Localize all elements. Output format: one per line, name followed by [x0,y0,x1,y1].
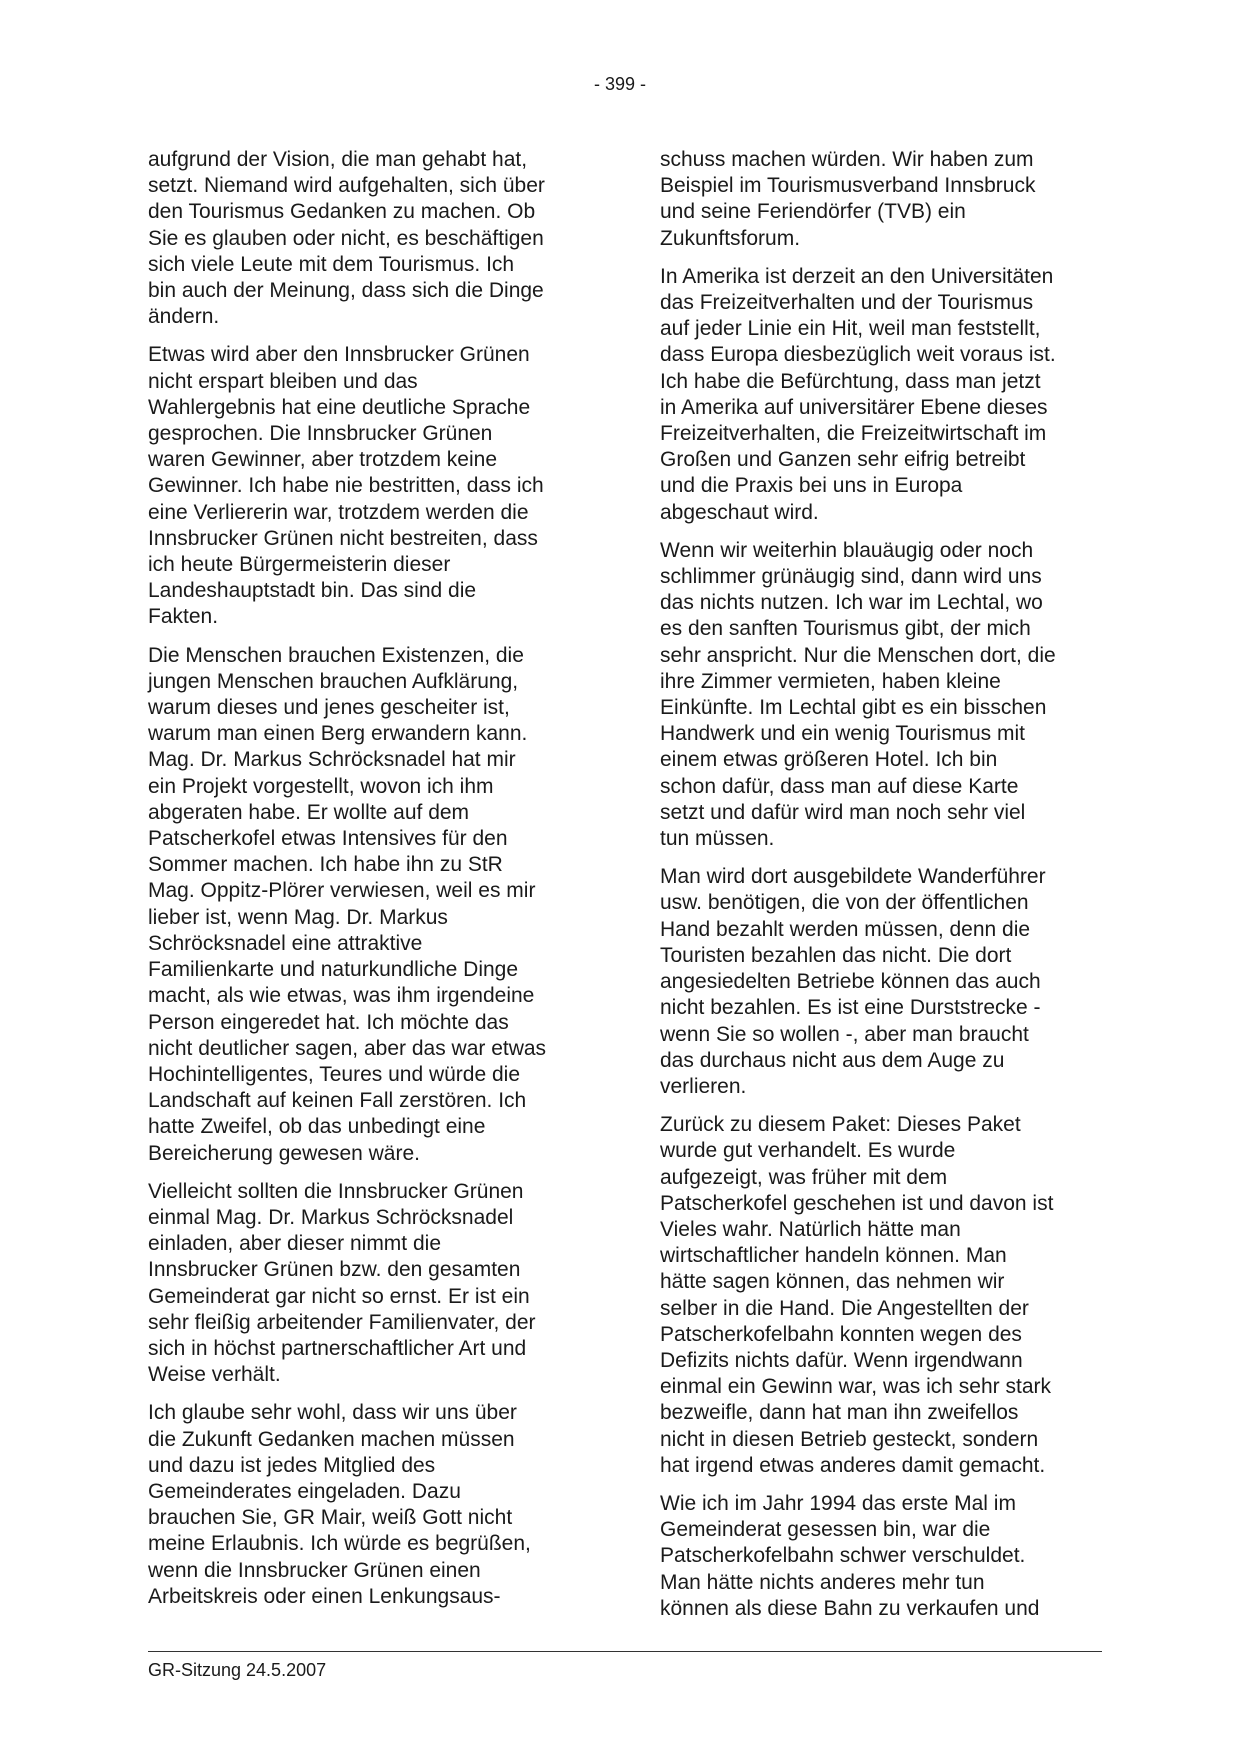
text-line: bin auch der Meinung, dass sich die Dinge [148,279,544,303]
text-line: Fakten. [148,605,219,629]
text-line: Arbeitskreis oder einen Lenkungsaus- [148,1584,501,1608]
paragraph [148,342,588,630]
text-line: waren Gewinner, aber trotzdem keine [148,448,498,472]
text-line: aufgrund der Vision, die man gehabt hat, [148,148,528,171]
text-line: Einkünfte. Im Lechtal gibt es ein bisschen [660,696,1047,720]
text-line: selber in die Hand. Die Angestellten der [660,1296,1029,1320]
text-line: Großen und Ganzen sehr eifrig betreibt [660,448,1026,472]
text-line: Man hätte nichts anderes mehr tun [660,1570,985,1594]
text-line: warum man einen Berg erwandern kann. [148,722,528,746]
text-line: hätte sagen können, das nehmen wir [660,1270,1005,1294]
text-line: sich in höchst partnerschaftlicher Art und [148,1336,527,1360]
text-line: Gemeinderat gar nicht so ernst. Er ist ein [148,1284,530,1308]
text-line: jungen Menschen brauchen Aufklärung, [148,669,519,693]
text-line: Familienkarte und naturkundliche Dinge [148,958,519,982]
text-line: aufgezeigt, was früher mit dem [660,1165,948,1189]
text-line: Hochintelligentes, Teures und würde die [148,1062,521,1086]
text-line: einmal ein Gewinn war, was ich sehr stark [660,1375,1051,1399]
text-line: nicht in diesen Betrieb gesteckt, sondern [660,1427,1039,1451]
text-line: auf jeder Linie ein Hit, weil man feststellt, [660,317,1041,341]
text-line: dass Europa diesbezüglich weit voraus ist. [660,343,1056,367]
text-line: tun müssen. [660,827,775,851]
text-line: Sommer machen. Ich habe ihn zu StR [148,853,503,877]
text-line: Gewinner. Ich habe nie bestritten, dass ich [148,474,544,498]
text-line: Wenn wir weiterhin blauäugig oder noch [660,538,1034,562]
page-number: - 399 - [593,74,647,94]
text-line: Mag. Dr. Markus Schröcksnadel hat mir [148,748,516,772]
text-line: Hand bezahlt werden müssen, denn die [660,917,1031,941]
text-line: warum dieses und jenes gescheiter ist, [148,696,510,720]
text-line: und die Praxis bei uns in Europa [660,474,963,498]
text-line: angesiedelten Betriebe können das auch [660,970,1041,994]
text-line: einladen, aber dieser nimmt die [148,1232,441,1256]
paragraph [660,1112,1100,1479]
text-line: sich viele Leute mit dem Tourismus. Ich [148,252,515,276]
text-line: Gemeinderates eingeladen. Dazu [148,1479,461,1503]
text-line: Man wird dort ausgebildete Wanderführer [660,865,1046,889]
text-line: setzt. Niemand wird aufgehalten, sich über [148,174,545,198]
text-line: nicht erspart bleiben und das [148,369,418,393]
text-line: Innsbrucker Grünen bzw. den gesamten [148,1258,521,1282]
text-line: Gemeinderat gesessen bin, war die [660,1518,991,1542]
text-line: Etwas wird aber den Innsbrucker Grünen [148,343,530,367]
text-line: Person eingeredet hat. Ich möchte das [148,1010,509,1034]
text-line: Freizeitverhalten, die Freizeitwirtschaft im [660,422,1047,446]
text-line: Handwerk und ein wenig Tourismus mit [660,722,1025,746]
text-line: das nichts nutzen. Ich war im Lechtal, wo [660,591,1043,615]
text-line: Zurück zu diesem Paket: Dieses Paket [660,1113,1021,1137]
text-line: Beispiel im Tourismusverband Innsbruck [660,174,1036,198]
text-line: Sie es glauben oder nicht, es beschäftigen [148,226,544,250]
text-line: Vieles wahr. Natürlich hätte man [660,1217,961,1241]
text-line: Wahlergebnis hat eine deutliche Sprache [148,395,531,419]
text-line: verlieren. [660,1074,747,1098]
text-line: brauchen Sie, GR Mair, weiß Gott nicht [148,1506,513,1530]
text-line: schuss machen würden. Wir haben zum [660,148,1034,171]
text-line: schlimmer grünäugig sind, dann wird uns [660,565,1042,589]
text-line: Patscherkofel etwas Intensives für den [148,827,508,851]
text-line: eine Verliererin war, trotzdem werden die [148,500,529,524]
text-line: ihre Zimmer vermieten, haben kleine [660,669,1001,693]
text-line: wurde gut verhandelt. Es wurde [660,1139,956,1163]
text-line: können als diese Bahn zu verkaufen und [660,1596,1040,1620]
text-line: nicht bezahlen. Es ist eine Durststrecke - [660,996,1041,1020]
text-line: einmal Mag. Dr. Markus Schröcksnadel [148,1205,514,1229]
text-line: wenn Sie so wollen -, aber man braucht [660,1022,1029,1046]
text-line: lieber ist, wenn Mag. Dr. Markus [148,905,448,929]
text-line: einem etwas größeren Hotel. Ich bin [660,748,998,772]
footer-session-label: GR-Sitzung 24.5.2007 [148,1660,327,1680]
text-line: In Amerika ist derzeit an den Universitäten [660,264,1054,288]
text-line: ich heute Bürgermeisterin dieser [148,553,451,577]
text-line: nicht deutlicher sagen, aber das war etwas [148,1036,547,1060]
paragraph [660,864,1100,1100]
text-line: Bereicherung gewesen wäre. [148,1141,420,1165]
text-line: abgeraten habe. Er wollte auf dem [148,800,470,824]
paragraph [148,643,588,1167]
text-line: wenn die Innsbrucker Grünen einen [148,1558,481,1582]
text-line: Schröcksnadel eine attraktive [148,931,423,955]
text-line: den Tourismus Gedanken zu machen. Ob [148,200,536,224]
text-line: Mag. Oppitz-Plörer verwiesen, weil es mir [148,879,536,903]
text-line: und seine Feriendörfer (TVB) ein [660,200,966,224]
text-line: Innsbrucker Grünen nicht bestreiten, dass [148,526,538,550]
text-line: Patscherkofelbahn schwer verschuldet. [660,1544,1026,1568]
text-line: ändern. [148,305,220,329]
paragraph [148,1179,588,1389]
text-line: Landschaft auf keinen Fall zerstören. Ich [148,1089,527,1113]
text-line: sehr fleißig arbeitender Familienvater, der [148,1310,536,1334]
text-line: wirtschaftlicher handeln können. Man [660,1244,1007,1268]
text-line: meine Erlaubnis. Ich würde es begrüßen, [148,1532,531,1556]
text-line: Defizits nichts dafür. Wenn irgendwann [660,1348,1023,1372]
paragraph [660,147,1100,252]
text-line: Weise verhält. [148,1363,281,1387]
text-line: Ich habe die Befürchtung, dass man jetzt [660,369,1041,393]
text-line: Vielleicht sollten die Innsbrucker Grünen [148,1179,524,1203]
text-line: Zukunftsforum. [660,226,801,250]
text-line: das Freizeitverhalten und der Tourismus [660,291,1034,315]
text-line: und dazu ist jedes Mitglied des [148,1453,436,1477]
text-line: sehr anspricht. Nur die Menschen dort, die [660,643,1056,667]
paragraph [660,264,1100,526]
text-line: Die Menschen brauchen Existenzen, die [148,643,524,667]
text-line: Landeshauptstadt bin. Das sind die [148,579,477,603]
text-line: macht, als wie etwas, was ihm irgendeine [148,984,535,1008]
text-line: Touristen bezahlen das nicht. Die dort [660,943,1012,967]
text-line: Wie ich im Jahr 1994 das erste Mal im [660,1491,1016,1515]
paragraph [148,1400,588,1610]
text-line: die Zukunft Gedanken machen müssen [148,1427,515,1451]
text-line: Patscherkofel geschehen ist und davon ist [660,1191,1054,1215]
text-line: das durchaus nicht aus dem Auge zu [660,1048,1005,1072]
paragraph [660,1491,1100,1622]
text-line: hat irgend etwas anderes damit gemacht. [660,1453,1046,1477]
text-line: Ich glaube sehr wohl, dass wir uns über [148,1401,517,1425]
text-line: hatte Zweifel, ob das unbedingt eine [148,1115,486,1139]
paragraph [148,147,588,330]
footer-divider [148,1651,1102,1652]
text-line: in Amerika auf universitärer Ebene dieses [660,395,1048,419]
text-line: Patscherkofelbahn konnten wegen des [660,1322,1022,1346]
text-line: setzt und dafür wird man noch sehr viel [660,800,1026,824]
text-line: gesprochen. Die Innsbrucker Grünen [148,422,493,446]
paragraph [660,538,1100,852]
text-line: usw. benötigen, die von der öffentlichen [660,891,1029,915]
left-column [148,147,588,1622]
text-line: bezweifle, dann hat man ihn zweifellos [660,1401,1019,1425]
text-line: es den sanften Tourismus gibt, der mich [660,617,1031,641]
text-line: ein Projekt vorgestellt, wovon ich ihm [148,774,494,798]
text-line: abgeschaut wird. [660,500,819,524]
text-line: schon dafür, dass man auf diese Karte [660,774,1019,798]
right-column [660,147,1100,1634]
